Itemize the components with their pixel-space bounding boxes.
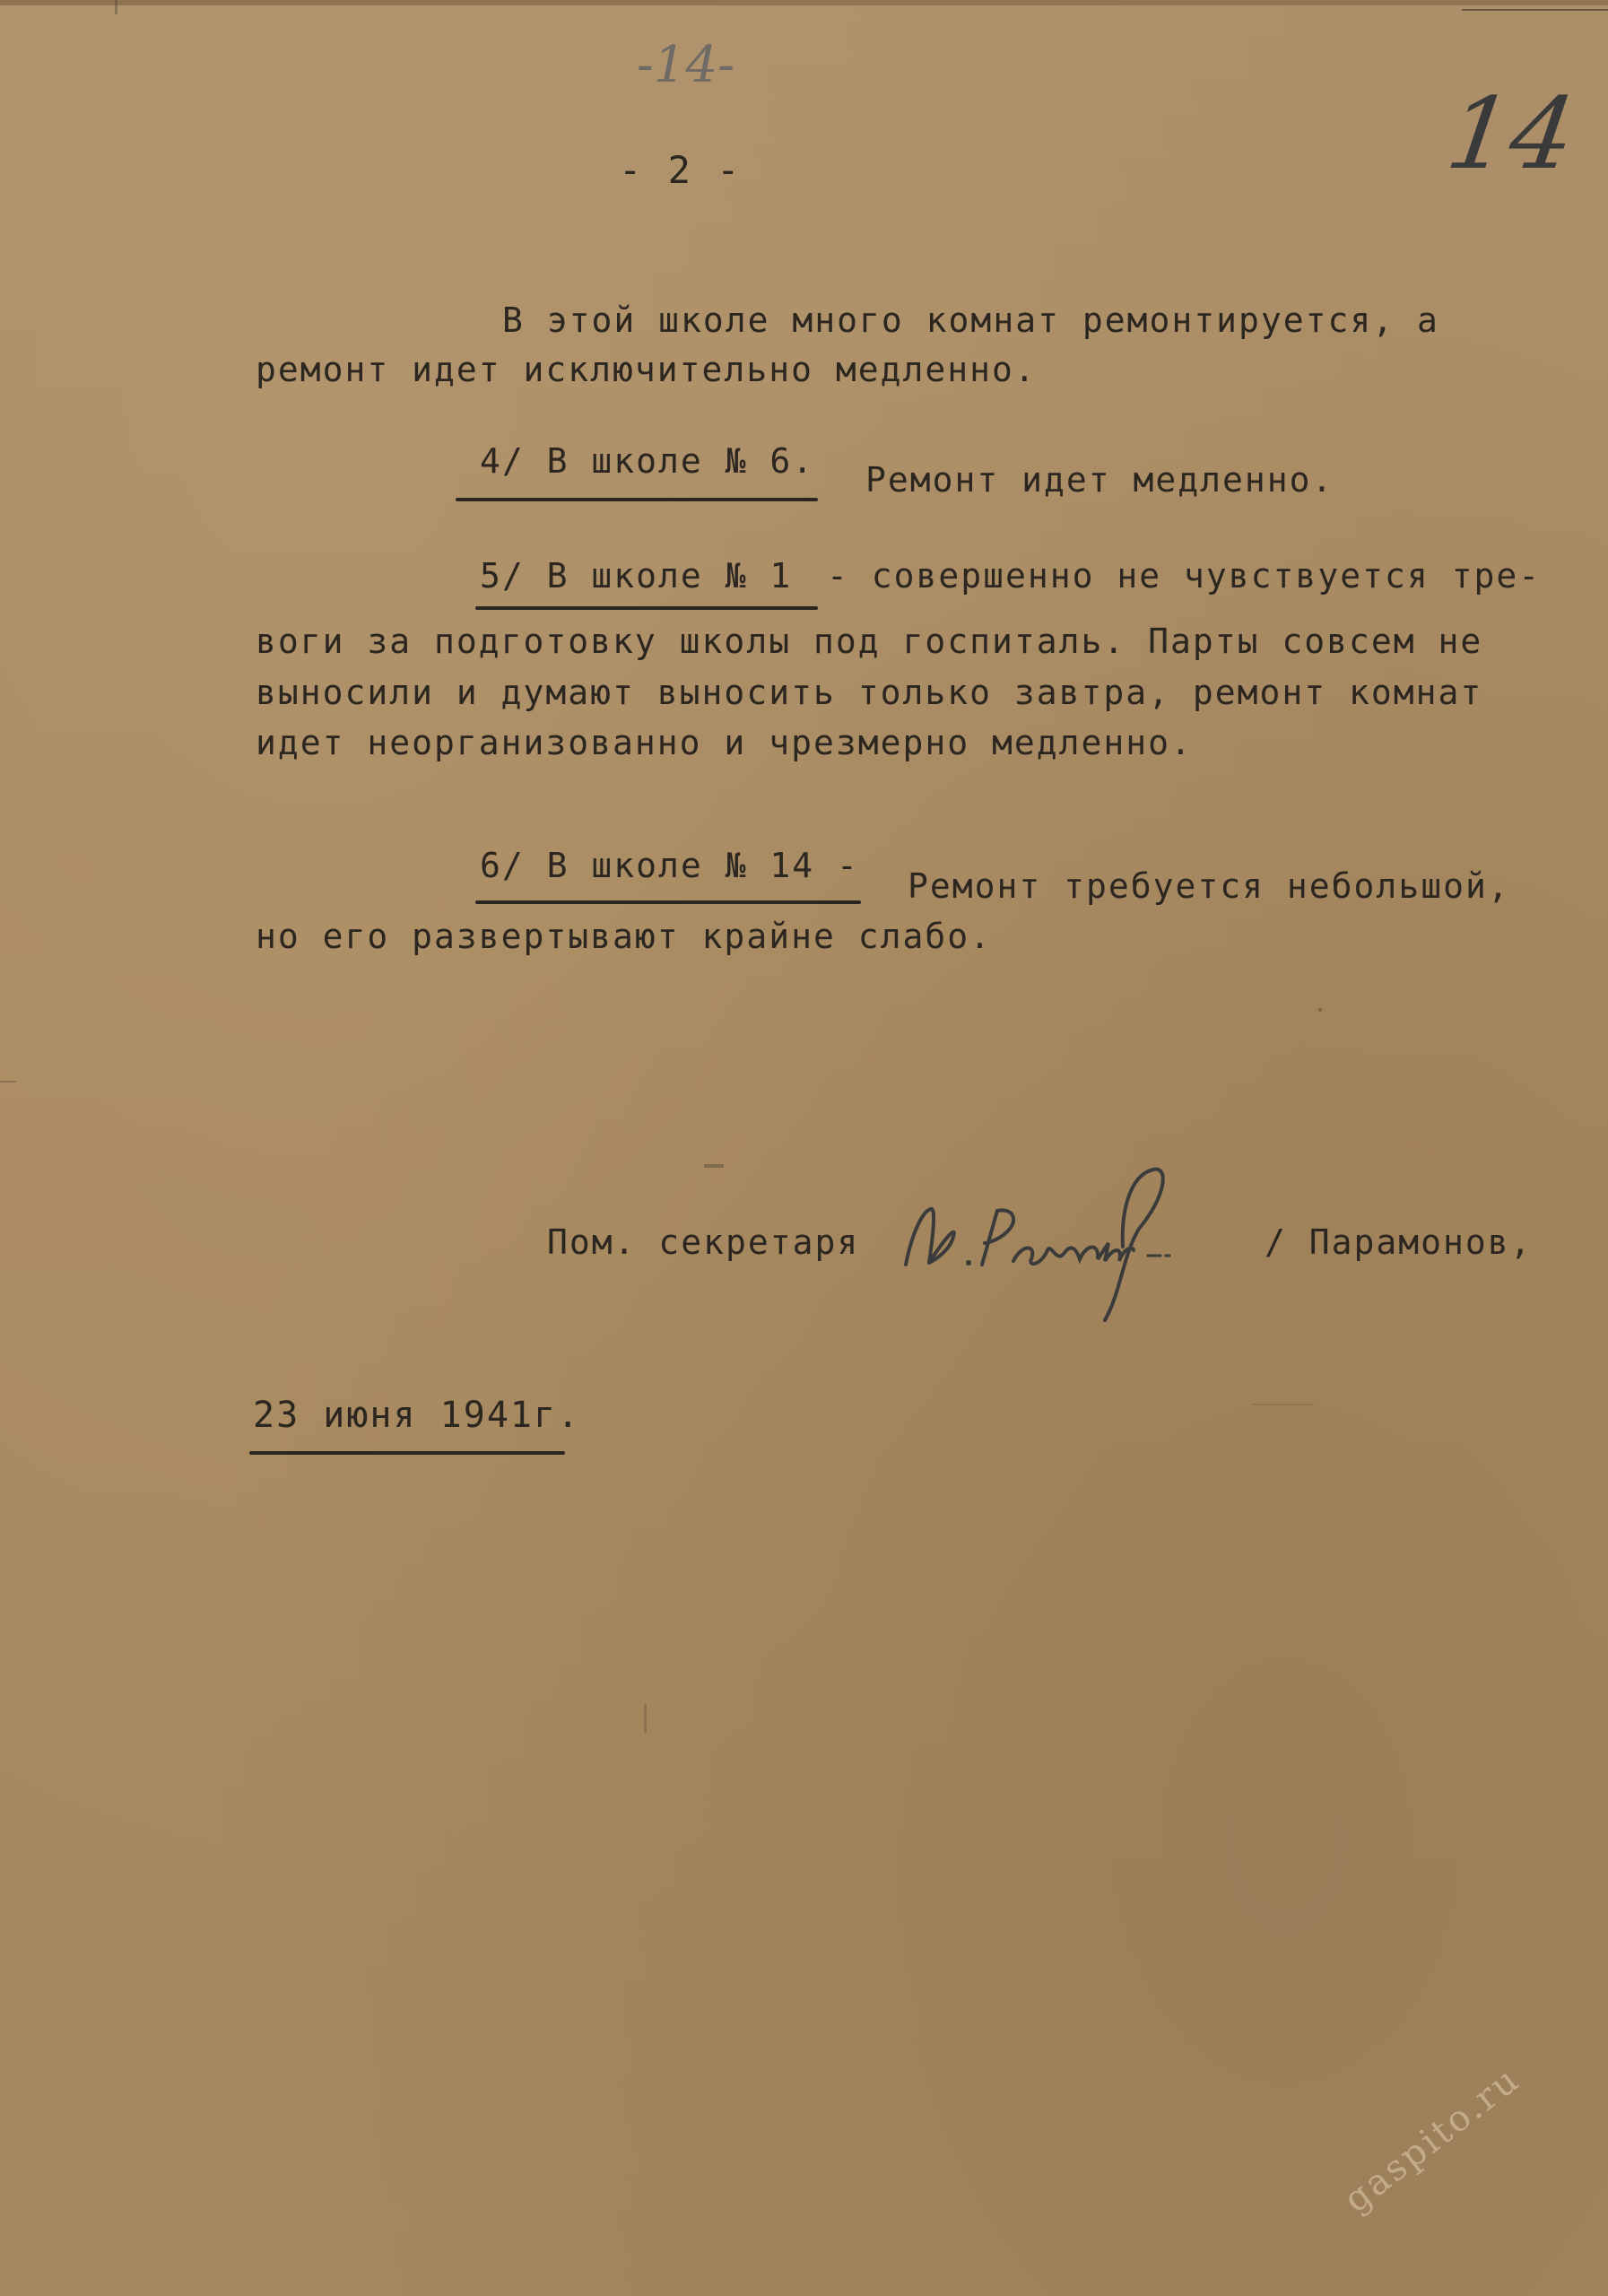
- paper-speck: [0, 1081, 16, 1083]
- item-5-line-2: воги за подготовку школы под госпиталь. Парты совсем не: [256, 622, 1483, 661]
- item-6-underline: [475, 900, 861, 904]
- item-5-underline: [475, 606, 818, 610]
- paragraph-1-line-1: В этой школе много комнат ремонтируется, а: [502, 300, 1439, 340]
- item-4-underline: [456, 498, 818, 501]
- signature-position-label: Пом. секретаря: [547, 1222, 860, 1262]
- item-5-line-1-rest: - совершенно не чувствуется тре-: [827, 556, 1542, 596]
- item-4-label: 4/ В школе № 6.: [480, 441, 815, 481]
- archive-sheet-number-right: 14: [1440, 76, 1582, 191]
- handwritten-signature: [897, 1157, 1202, 1331]
- item-5-line-4: идет неорганизованно и чрезмерно медленно.: [256, 723, 1193, 762]
- paper-speck: [704, 1164, 724, 1168]
- archive-sheet-number-top: -14-: [637, 36, 735, 94]
- paper-speck: [1318, 1008, 1322, 1012]
- page-number: - 2 -: [619, 148, 742, 192]
- document-date: 23 июня 1941г.: [253, 1395, 581, 1436]
- item-6-line-2: но его развертывают крайне слабо.: [256, 917, 992, 956]
- archive-watermark: gaspito.ru: [1336, 2058, 1528, 2222]
- item-5-label: 5/ В школе № 1: [480, 556, 793, 596]
- paper-speck: [1251, 1404, 1314, 1405]
- item-6-line-1-rest: Ремонт требуется небольшой,: [908, 866, 1510, 906]
- item-4-text: Ремонт идет медленно.: [865, 460, 1334, 500]
- top-edge-shadow: [0, 0, 1608, 5]
- paper-speck: [115, 0, 117, 14]
- date-underline: [249, 1451, 565, 1455]
- item-5-line-3: выносили и думают выносить только завтра, ремонт комнат: [256, 673, 1483, 712]
- paragraph-1-line-2: ремонт идет исключительно медленно.: [256, 350, 1037, 389]
- top-edge-line: [1462, 9, 1608, 11]
- signatory-name: / Парамонов,: [1265, 1222, 1533, 1262]
- paper-speck: [644, 1704, 647, 1733]
- signature-text: В.Парамонов: [897, 1157, 903, 1158]
- item-6-label: 6/ В школе № 14 -: [480, 846, 859, 885]
